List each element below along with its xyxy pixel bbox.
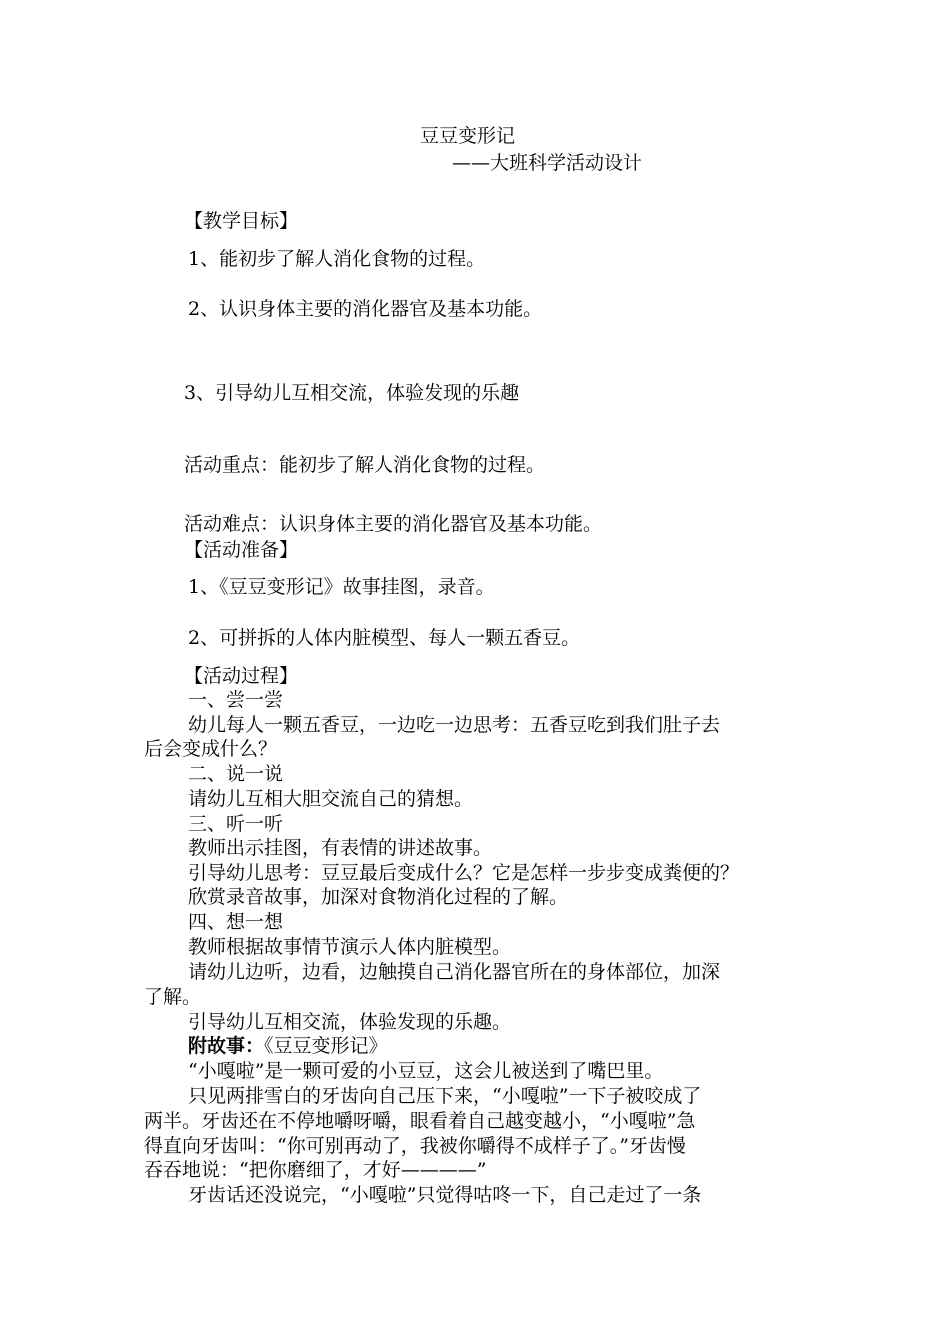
doc-subtitle: ——大班科学活动设计: [452, 152, 643, 174]
story-line: 得直向牙齿叫：“你可别再动了，我被你嚼得不成样子了。”牙齿慢: [144, 1135, 686, 1157]
goal-item: 1、能初步了解人消化食物的过程。: [188, 248, 486, 270]
paragraph-line: 欣赏录音故事，加深对食物消化过程的了解。: [188, 886, 569, 908]
paragraph-line: 引导幼儿互相交流，体验发现的乐趣。: [188, 1011, 512, 1033]
paragraph-line: 后会变成什么？: [144, 738, 278, 760]
paragraph-line: 教师出示挂图，有表情的讲述故事。: [188, 837, 493, 859]
goal-item: 3、引导幼儿互相交流，体验发现的乐趣: [184, 382, 520, 404]
paragraph-line: 请幼儿边听，边看，边触摸自己消化器官所在的身体部位，加深: [188, 961, 721, 983]
step-title: 二、说一说: [188, 763, 284, 785]
story-line: 两半。牙齿还在不停地嚼呀嚼，眼看着自己越变越小，“小嘎啦”急: [144, 1110, 696, 1132]
paragraph-line: 幼儿每人一颗五香豆，一边吃一边思考：五香豆吃到我们肚子去: [188, 714, 721, 736]
prep-header: 【活动准备】: [184, 539, 299, 561]
paragraph-line: 了解。: [144, 986, 202, 1008]
process-header: 【活动过程】: [184, 665, 299, 687]
step-title: 三、听一听: [188, 813, 284, 835]
paragraph-line: 教师根据故事情节演示人体内脏模型。: [188, 936, 512, 958]
step-title: 四、想一想: [188, 911, 284, 933]
story-title: 《豆豆变形记》: [264, 1035, 388, 1057]
story-heading: [188, 1034, 388, 1058]
prep-item: 2、可拼拆的人体内脏模型、每人一颗五香豆。: [188, 627, 581, 649]
prep-item: 1、《豆豆变形记》故事挂图，录音。: [188, 576, 495, 598]
paragraph-line: 请幼儿互相大胆交流自己的猜想。: [188, 788, 474, 810]
goal-item: 2、认识身体主要的消化器官及基本功能。: [188, 298, 543, 320]
story-line: 只见两排雪白的牙齿向自己压下来，“小嘎啦”一下子被咬成了: [188, 1085, 702, 1107]
story-line: 吞吞地说：“把你磨细了，才好————”: [144, 1159, 487, 1181]
paragraph-line: 引导幼儿思考：豆豆最后变成什么？它是怎样一步步变成粪便的？: [188, 862, 740, 884]
step-title: 一、尝一尝: [188, 689, 284, 711]
key-point: 活动重点：能初步了解人消化食物的过程。: [184, 454, 546, 476]
doc-title: 豆豆变形记: [420, 125, 516, 147]
difficult-point: 活动难点：认识身体主要的消化器官及基本功能。: [184, 513, 603, 535]
story-line: “小嘎啦”是一颗可爱的小豆豆，这会儿被送到了嘴巴里。: [188, 1060, 664, 1082]
story-line: 牙齿话还没说完，“小嘎啦”只觉得咕咚一下，自己走过了一条: [188, 1184, 702, 1206]
story-label: 附故事：: [188, 1035, 265, 1057]
goals-header: 【教学目标】: [184, 210, 299, 232]
